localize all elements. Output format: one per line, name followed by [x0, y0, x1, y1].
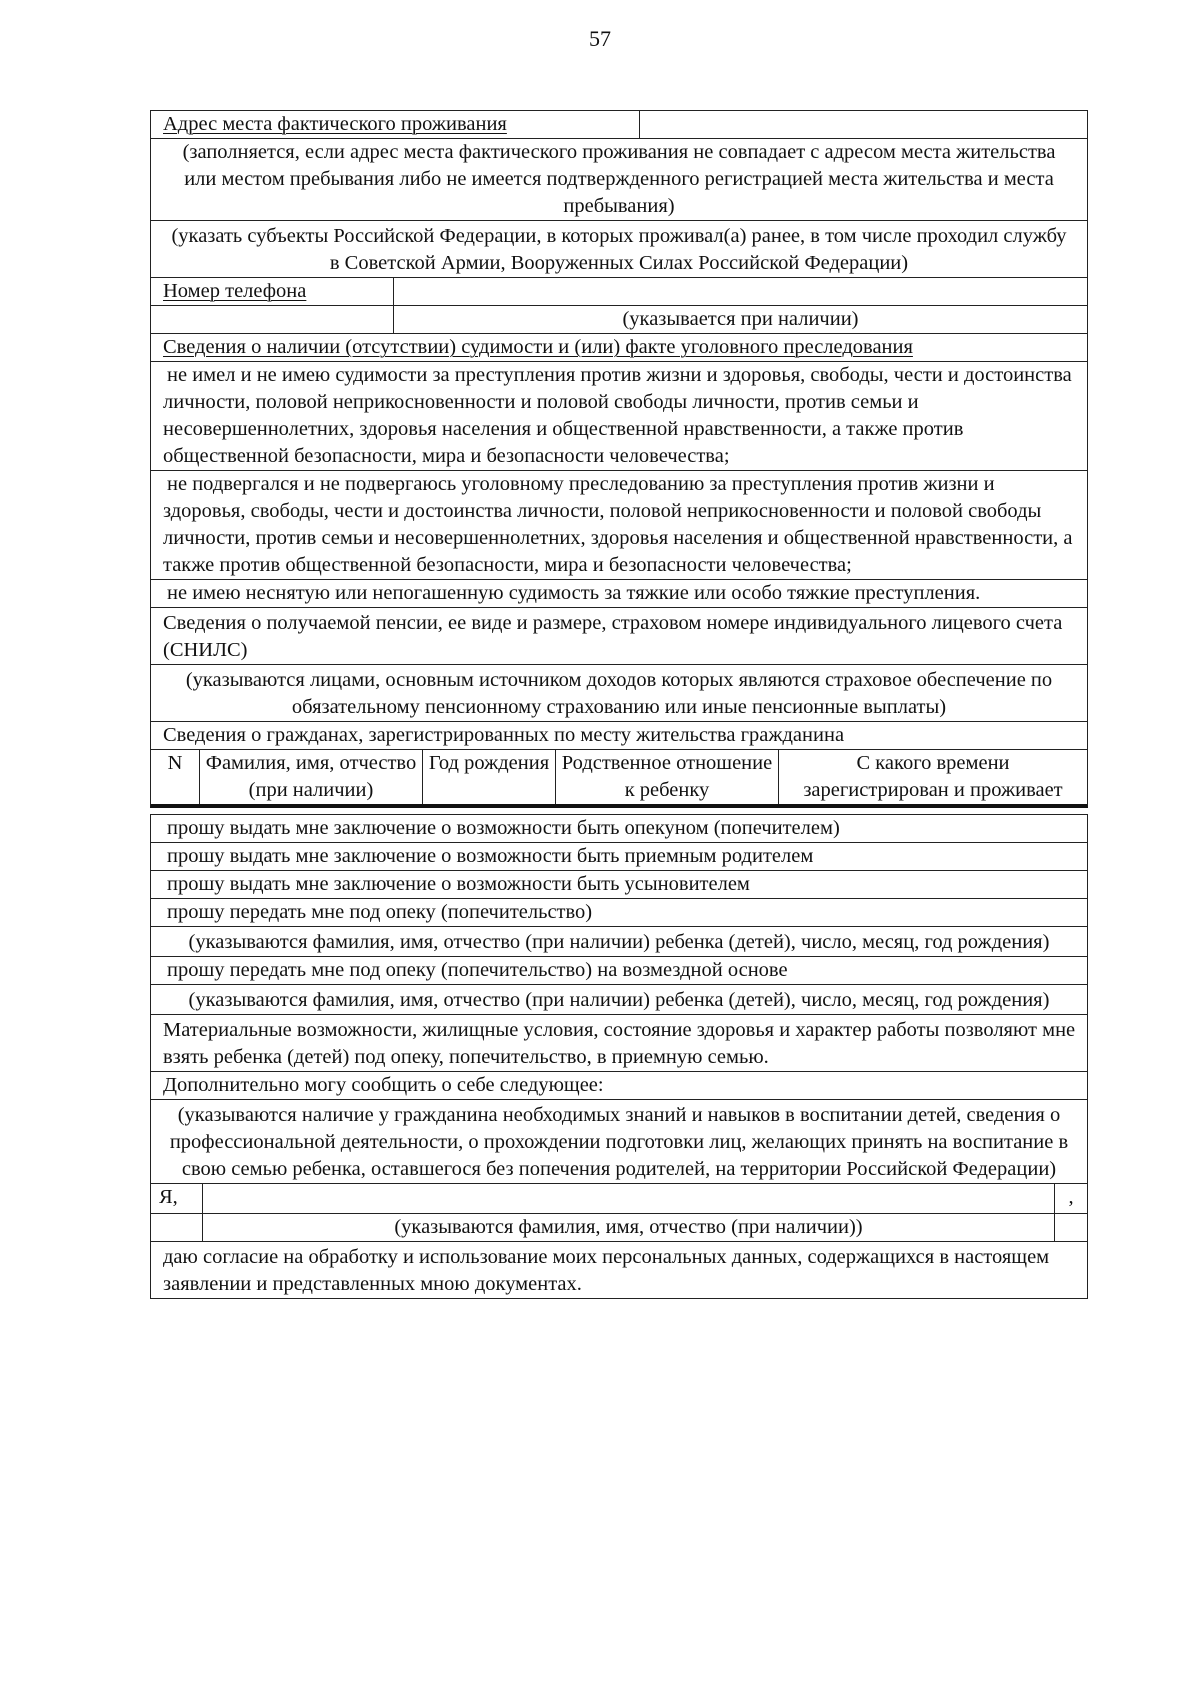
phone-row [150, 278, 1088, 306]
request-custody[interactable]: прошу передать мне под опеку (попечительство) [150, 899, 1088, 927]
child-note-2: (указываются фамилия, имя, отчество (при наличии) ребенка (детей), число, месяц, год рождения) [150, 985, 1088, 1015]
consent-text: даю согласие на обработку и использование моих персональных данных, содержащихся в настоящем заявлении и представленных мною документах. [150, 1242, 1088, 1299]
address-row [150, 110, 1088, 139]
criminal-item-1-text: не имел и не имею судимости за преступления против жизни и здоровья, свободы, чести и достоинства личности, половой неприкосновенности и половой свободы личности, против семьи и несовершеннолетних, здоровья населения и общественной нравственности, а также против общественной безопасности, мира и безопасности человечества; [163, 364, 1072, 467]
regions-note: (указать субъекты Российской Федерации, в которых проживал(а) ранее, в том числе проходил службу в Советской Армии, Вооруженных Силах Российской Федерации) [150, 221, 1088, 278]
citizens-table [151, 750, 1087, 804]
col-number: N [151, 750, 200, 804]
request-custody-paid[interactable]: прошу передать мне под опеку (попечительство) на возмездной основе [150, 957, 1088, 985]
pension-label[interactable]: Сведения о получаемой пенсии, ее виде и размере, страховом номере индивидуального лицевого счета (СНИЛС) [150, 608, 1088, 665]
phone-field[interactable] [394, 278, 1087, 305]
additional-note: (указываются наличие у гражданина необходимых знаний и навыков в воспитании детей, сведения о профессиональной деятельности, о прохождении подготовки лиц, желающих принять на воспитание в свою семью ребенка, оставшегося без попечения родителей, на территории Российской Федерации) [150, 1100, 1088, 1184]
consent-name-row [150, 1184, 1088, 1214]
consent-name-note: (указываются фамилия, имя, отчество (при наличии)) [203, 1214, 1055, 1241]
consent-comma: , [1068, 1186, 1074, 1208]
address-label: Адрес места фактического проживания [151, 111, 640, 138]
pension-note: (указываются лицами, основным источником доходов которых являются страховое обеспечение по обязательному пенсионному страхованию или иные пенсионные выплаты) [150, 665, 1088, 722]
criminal-item-3[interactable] [150, 580, 1088, 608]
citizens-table-header [151, 750, 1087, 804]
criminal-item-1[interactable] [150, 362, 1088, 471]
citizens-table-row [150, 750, 1088, 808]
child-note-1: (указываются фамилия, имя, отчество (при наличии) ребенка (детей), число, месяц, год рождения) [150, 927, 1088, 957]
phone-note: (указывается при наличии) [622, 308, 859, 330]
criminal-item-3-text: не имею неснятую или непогашенную судимость за тяжкие или особо тяжкие преступления. [167, 582, 981, 604]
criminal-header: Сведения о наличии (отсутствии) судимости и (или) факте уголовного преследования [150, 334, 1088, 362]
request-adopter[interactable]: прошу выдать мне заключение о возможности быть усыновителем [150, 871, 1088, 899]
consent-prefix: Я, [151, 1184, 203, 1213]
citizens-header: Сведения о гражданах, зарегистрированных по месту жительства гражданина [150, 722, 1088, 750]
request-guardian[interactable]: прошу выдать мне заключение о возможности быть опекуном (попечителем) [150, 814, 1088, 843]
material-statement[interactable]: Материальные возможности, жилищные условия, состояние здоровья и характер работы позволяют мне взять ребенка (детей) под опеку, попечительство, в приемную семью. [150, 1015, 1088, 1072]
col-registered-since: С какого времени зарегистрирован и проживает [803, 752, 1063, 801]
col-birth-year: Год рождения [423, 750, 556, 804]
col-relation: Родственное отношение к ребенку [556, 750, 779, 804]
phone-note-row [150, 306, 1088, 334]
address-field[interactable] [640, 111, 1087, 138]
page-number: 57 [589, 26, 611, 51]
consent-note-row [150, 1214, 1088, 1242]
phone-label: Номер телефона [151, 278, 394, 305]
col-name: Фамилия, имя, отчество (при наличии) [200, 750, 423, 804]
additional-label[interactable]: Дополнительно могу сообщить о себе следующее: [150, 1072, 1088, 1100]
consent-name-field[interactable] [203, 1184, 1055, 1213]
criminal-item-2-text: не подвергался и не подвергаюсь уголовному преследованию за преступления против жизни и здоровья, свободы, чести и достоинства личности, половой неприкосновенности и половой свободы личности, против семьи и несовершеннолетних, здоровья населения и общественной нравственности, а также против общественной безопасности, мира и безопасности человечества; [163, 473, 1073, 576]
criminal-item-2[interactable] [150, 471, 1088, 580]
request-foster[interactable]: прошу выдать мне заключение о возможности быть приемным родителем [150, 843, 1088, 871]
application-form [150, 110, 1088, 1299]
address-note: (заполняется, если адрес места фактического проживания не совпадает с адресом места жительства или местом пребывания либо не имеется подтвержденного регистрацией места жительства и места пребывания) [150, 139, 1088, 221]
